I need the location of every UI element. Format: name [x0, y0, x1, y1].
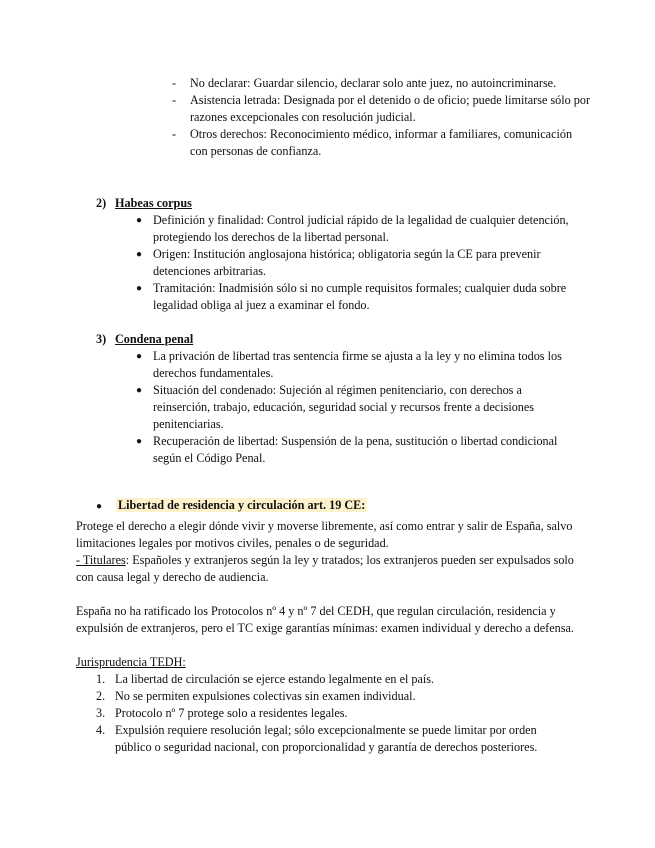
bullet-icon: ●	[136, 385, 143, 396]
section-heading-condena-penal: 3) Condena penal	[96, 332, 194, 346]
list-item: ● Recuperación de libertad: Suspensión de la pena, sustitución o libertad condicional según el Código Penal.	[136, 434, 558, 465]
jurisprudencia-list	[96, 671, 576, 756]
list-item: 1. La libertad de circulación se ejerce estando legalmente en el país.	[96, 672, 435, 686]
list-item: - Otros derechos: Reconocimiento médico, informar a familiares, comunicación con personas de confianza.	[172, 127, 573, 158]
section-heading-habeas-corpus: 2) Habeas corpus	[96, 196, 192, 210]
bullet-icon: ●	[136, 249, 143, 260]
topic-heading: ● Libertad de residencia y circulación art. 19 CE:	[96, 497, 416, 515]
intro-paragraph: Protege el derecho a elegir dónde vivir y moverse libremente, así como entrar y salir de España, salvo limitaciones legales por motivos civiles, penales o de seguridad.	[76, 519, 573, 550]
condena-penal-list	[136, 348, 571, 467]
bullet-icon: ●	[136, 215, 143, 226]
list-item: ● Tramitación: Inadmisión sólo si no cumple requisitos formales; cualquier duda sobre legalidad obliga al juez a examinar el fondo.	[136, 281, 567, 312]
list-item: ● Definición y finalidad: Control judicial rápido de la legalidad de cualquier detención, protegiendo los derechos de la libertad personal.	[136, 213, 569, 244]
list-item: - No declarar: Guardar silencio, declarar solo ante juez, no autoincriminarse.	[172, 76, 557, 90]
jurisprudencia-heading: Jurisprudencia TEDH:	[76, 655, 186, 669]
list-item: ● Situación del condenado: Sujeción al régimen penitenciario, con derechos a reinserción, trabajo, educación, seguridad social y recursos frente a decisiones penitenciarias.	[136, 383, 535, 431]
bullet-icon: ●	[96, 501, 103, 512]
habeas-corpus-list	[136, 212, 571, 314]
list-item: ● Origen: Institución anglosajona histórica; obligatoria según la CE para prevenir detenciones arbitrarias.	[136, 247, 541, 278]
detainee-rights-list	[172, 75, 592, 160]
bullet-icon: ●	[136, 436, 143, 447]
bullet-icon: ●	[136, 283, 143, 294]
list-item: - Asistencia letrada: Designada por el detenido o de oficio; puede limitarse sólo por razones excepcionales con resolución judicial.	[172, 93, 591, 124]
protocols-paragraph: España no ha ratificado los Protocolos nº 4 y nº 7 del CEDH, que regulan circulación, residencia y expulsión de extranjeros, pero el TC exige garantías mínimas: examen individual y derecho a defensa.	[76, 604, 574, 635]
list-item: 4. Expulsión requiere resolución legal; sólo excepcionalmente se puede limitar por orden público o seguridad nacional, con proporcionalidad y garantía de derechos posteriores.	[96, 723, 538, 754]
list-item: 2. No se permiten expulsiones colectivas sin examen individual.	[96, 689, 416, 703]
list-item: ● La privación de libertad tras sentencia firme se ajusta a la ley y no elimina todos los derechos fundamentales.	[136, 349, 562, 380]
bullet-icon: ●	[136, 351, 143, 362]
list-item: 3. Protocolo nº 7 protege solo a residentes legales.	[96, 706, 348, 720]
titulares-paragraph: - Titulares: Españoles y extranjeros según la ley y tratados; los extranjeros pueden ser expulsados solo con causa legal y derecho de audiencia.	[76, 553, 574, 584]
